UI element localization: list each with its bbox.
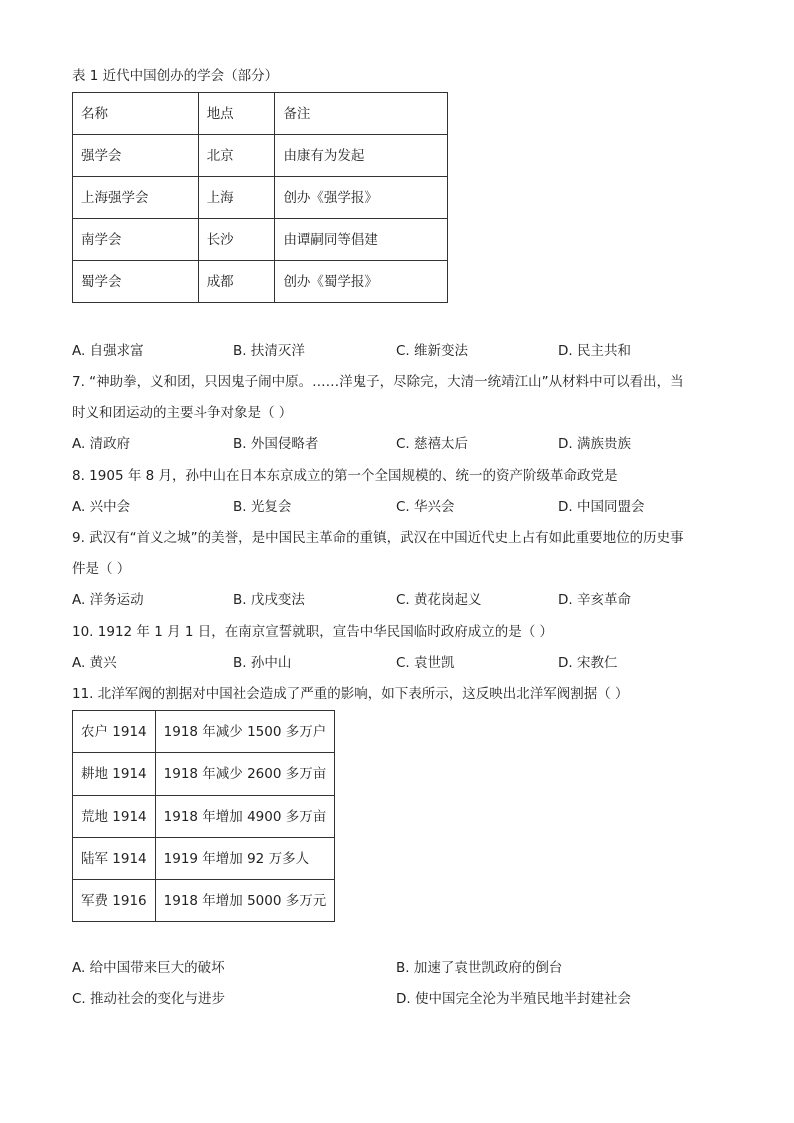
q11-option-b: B. 加速了袁世凯政府的倒台 bbox=[396, 960, 563, 976]
q7-option-b: B. 外国侵略者 bbox=[233, 436, 319, 452]
table-row bbox=[73, 177, 448, 219]
q6-option-c: C. 维新变法 bbox=[396, 343, 469, 359]
table-cell: 军费 1916 bbox=[73, 880, 156, 922]
q7-option-d: D. 满族贵族 bbox=[558, 436, 631, 452]
q8-option-c: C. 华兴会 bbox=[396, 499, 455, 515]
table-cell: 1918 年减少 2600 多万亩 bbox=[155, 753, 335, 796]
q8-stem: 8. 1905 年 8 月，孙中山在日本东京成立的第一个全国规模的、统一的资产阶级革命政党是 bbox=[72, 468, 618, 484]
q11-option-c: C. 推动社会的变化与进步 bbox=[72, 991, 226, 1007]
table-cell: 1918 年增加 4900 多万亩 bbox=[155, 796, 335, 838]
q11-stem: 11. 北洋军阀的割据对中国社会造成了严重的影响，如下表所示，这反映出北洋军阀割据（ ） bbox=[72, 686, 629, 702]
table1-header-cell: 备注 bbox=[275, 93, 448, 135]
q9-option-d: D. 辛亥革命 bbox=[558, 592, 631, 608]
q6-option-a: A. 自强求富 bbox=[72, 343, 144, 359]
table1-header-cell: 名称 bbox=[73, 93, 199, 135]
q9-stem-line2: 件是（ ） bbox=[72, 561, 131, 577]
table-cell: 北京 bbox=[198, 135, 275, 177]
q7-option-a: A. 清政府 bbox=[72, 436, 131, 452]
table-cell: 成都 bbox=[198, 261, 275, 303]
q10-stem: 10. 1912 年 1 月 1 日，在南京宣誓就职，宣告中华民国临时政府成立的是（ ） bbox=[72, 624, 554, 640]
table-row bbox=[73, 261, 448, 303]
table1 bbox=[72, 92, 448, 303]
q11-table bbox=[72, 710, 335, 922]
table-cell: 由谭嗣同等倡建 bbox=[275, 219, 448, 261]
table-row bbox=[73, 753, 335, 796]
table1-caption: 表 1 近代中国创办的学会（部分） bbox=[72, 68, 279, 84]
table-row bbox=[73, 135, 448, 177]
q8-option-b: B. 光复会 bbox=[233, 499, 292, 515]
table-cell: 1919 年增加 92 万多人 bbox=[155, 838, 335, 880]
q11-option-a: A. 给中国带来巨大的破坏 bbox=[72, 960, 225, 976]
table1-header-cell: 地点 bbox=[198, 93, 275, 135]
table1-header-row bbox=[73, 93, 448, 135]
q7-stem-line1: 7. “神助拳，义和团，只因鬼子闹中原。……洋鬼子，尽除完，大清一统靖江山”从材料中可以看出，当 bbox=[72, 374, 684, 390]
table-cell: 农户 1914 bbox=[73, 711, 156, 753]
q10-option-a: A. 黄兴 bbox=[72, 655, 117, 671]
table-row bbox=[73, 711, 335, 753]
table-cell: 南学会 bbox=[73, 219, 199, 261]
q8-option-a: A. 兴中会 bbox=[72, 499, 131, 515]
q6-option-b: B. 扶清灭洋 bbox=[233, 343, 305, 359]
table-cell: 蜀学会 bbox=[73, 261, 199, 303]
table-row bbox=[73, 219, 448, 261]
q8-option-d: D. 中国同盟会 bbox=[558, 499, 645, 515]
table-cell: 长沙 bbox=[198, 219, 275, 261]
table-cell: 耕地 1914 bbox=[73, 753, 156, 796]
table-cell: 1918 年增加 5000 多万元 bbox=[155, 880, 335, 922]
q7-option-c: C. 慈禧太后 bbox=[396, 436, 469, 452]
q6-option-d: D. 民主共和 bbox=[558, 343, 631, 359]
q10-option-b: B. 孙中山 bbox=[233, 655, 292, 671]
table-cell: 创办《蜀学报》 bbox=[275, 261, 448, 303]
table-row bbox=[73, 880, 335, 922]
table-cell: 上海强学会 bbox=[73, 177, 199, 219]
table-cell: 创办《强学报》 bbox=[275, 177, 448, 219]
table-cell: 强学会 bbox=[73, 135, 199, 177]
table-cell: 由康有为发起 bbox=[275, 135, 448, 177]
table-row bbox=[73, 838, 335, 880]
q9-option-c: C. 黄花岗起义 bbox=[396, 592, 482, 608]
table-row bbox=[73, 796, 335, 838]
table-cell: 荒地 1914 bbox=[73, 796, 156, 838]
table-cell: 陆军 1914 bbox=[73, 838, 156, 880]
table-cell: 上海 bbox=[198, 177, 275, 219]
table-cell: 1918 年减少 1500 多万户 bbox=[155, 711, 335, 753]
q7-stem-line2: 时义和团运动的主要斗争对象是（ ） bbox=[72, 405, 293, 421]
q10-option-d: D. 宋教仁 bbox=[558, 655, 618, 671]
q9-stem-line1: 9. 武汉有“首义之城”的美誉，是中国民主革命的重镇，武汉在中国近代史上占有如此重要地位的历史事 bbox=[72, 530, 684, 546]
q9-option-a: A. 洋务运动 bbox=[72, 592, 144, 608]
q11-option-d: D. 使中国完全沦为半殖民地半封建社会 bbox=[396, 991, 631, 1007]
q10-option-c: C. 袁世凯 bbox=[396, 655, 455, 671]
q9-option-b: B. 戊戌变法 bbox=[233, 592, 305, 608]
